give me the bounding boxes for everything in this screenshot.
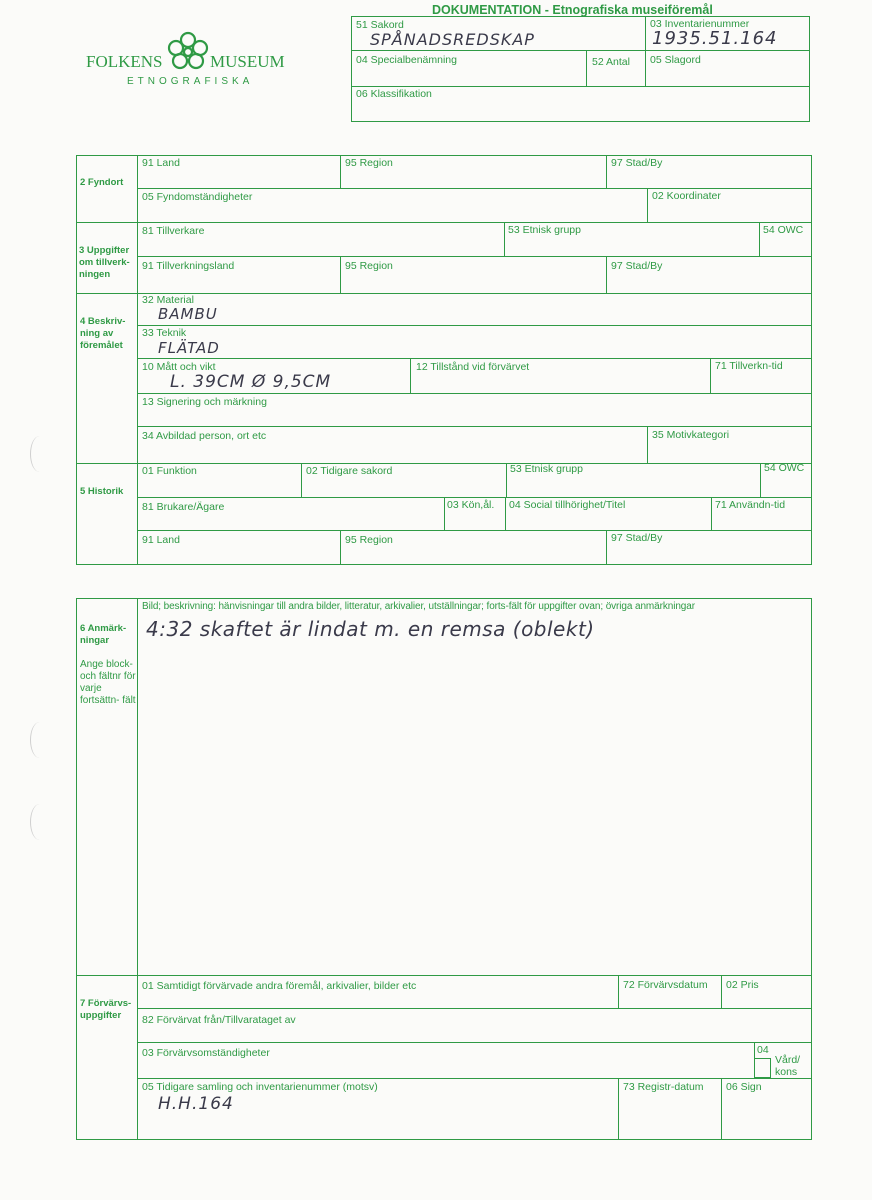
antal-label: 52 Antal [592,56,630,68]
fyndomstandigheter-label: 05 Fyndomständigheter [142,191,253,203]
matt-label: 10 Mått och vikt [142,361,216,373]
fyndort-stad: 97 Stad/By [611,157,663,169]
avbildad-label: 34 Avbildad person, ort etc [142,430,267,442]
vard-number: 04 [757,1044,769,1056]
section-beskrivning: 4 Beskriv- ning av föremålet [80,316,126,351]
matt-value: L. 39CM Ø 9,5CM [170,372,332,392]
fyndort-region: 95 Region [345,157,393,169]
pris-label: 02 Pris [726,979,759,991]
inventarienummer-value: 1935.51.164 [652,28,778,49]
vard-label: Vård/ kons [775,1054,801,1078]
kon-alder-label: 03 Kön,ål. [447,499,495,511]
tidigare-samling-label: 05 Tidigare samling och inventarienummer (motsv) [142,1081,378,1093]
historik-region: 95 Region [345,534,393,546]
section-fyndort: 2 Fyndort [80,177,124,188]
social-label: 04 Social tillhörighet/Titel [509,499,626,511]
anmarkningar-header: Bild; beskrivning: hänvisningar till andra bilder, litteratur, arkivalier, utställningar; forts-fält för uppgifter ovan; övriga anmärkningar [142,601,695,612]
inventarienummer-label: 03 Inventarienummer [650,18,750,30]
vard-checkbox[interactable] [754,1058,771,1078]
signering-label: 13 Signering och märkning [142,396,267,408]
punch-hole [30,804,49,840]
historik-land: 91 Land [142,534,180,546]
brukare-label: 81 Brukare/Ägare [142,501,225,513]
tillverkning-stad: 97 Stad/By [611,260,663,272]
teknik-value: FLÄTAD [158,339,220,357]
anmarkningar-note: 4:32 skaftet är lindat m. en remsa (oblekt) [146,617,595,641]
logo-left-text: FOLKENS [86,52,163,71]
section-historik: 5 Historik [80,486,124,497]
sakord-value: SPÅNADSREDSKAP [370,30,535,49]
omstandigheter-label: 03 Förvärvsomständigheter [142,1047,270,1059]
punch-hole [30,436,49,472]
clover-knot-icon [165,30,211,74]
koordinater-label: 02 Koordinater [652,190,721,202]
tillstand-label: 12 Tillstånd vid förvärvet [416,361,530,373]
form-title: DOKUMENTATION - Etnografiska museiföremål [432,3,713,17]
tillverkning-etnisk-grupp: 53 Etnisk grupp [508,224,581,236]
specialbenamning-label: 04 Specialbenämning [356,54,457,66]
samtidigt-label: 01 Samtidigt förvärvade andra föremål, arkivalier, bilder etc [142,980,417,992]
section-forvarv: 7 Förvärvs- uppgifter [80,998,132,1021]
section-anmarkningar: 6 Anmärk- ningar [80,623,127,646]
tillverkningsland-label: 91 Tillverkningsland [142,260,235,272]
tillverkning-owc: 54 OWC [763,224,804,236]
historik-owc: 54 OWC [764,462,805,474]
section-tillverkning: 3 Uppgifter om tillverk- ningen [79,245,130,280]
material-label: 32 Material [142,294,194,306]
fyndort-land: 91 Land [142,157,180,169]
forvarvat-fran-label: 82 Förvärvat från/Tillvarataget av [142,1014,296,1026]
punch-hole [30,722,49,758]
forvarvsdatum-label: 72 Förvärvsdatum [623,979,708,991]
registr-datum-label: 73 Registr-datum [623,1081,704,1093]
historik-etnisk-grupp: 53 Etnisk grupp [510,463,583,475]
tidigare-sakord-label: 02 Tidigare sakord [306,465,393,477]
motivkategori-label: 35 Motivkategori [652,429,730,441]
teknik-label: 33 Teknik [142,327,187,339]
sakord-label: 51 Sakord [356,19,404,31]
tillverkning-region: 95 Region [345,260,393,272]
material-value: BAMBU [158,305,218,323]
tidigare-samling-value: H.H.164 [158,1094,234,1114]
klassifikation-label: 06 Klassifikation [356,88,432,100]
funktion-label: 01 Funktion [142,465,197,477]
anmarkningar-hint: Ange block- och fältnr för varje fortsättn- fält [80,659,136,706]
tillverkn-tid-label: 71 Tillverkn-tid [715,360,783,372]
logo-right-text: MUSEUM [210,52,285,71]
anvandn-tid-label: 71 Användn-tid [715,499,786,511]
historik-stad: 97 Stad/By [611,532,663,544]
logo-subtitle: ETNOGRAFISKA [127,76,254,87]
slagord-label: 05 Slagord [650,54,701,66]
sign-label: 06 Sign [726,1081,762,1093]
tillverkare-label: 81 Tillverkare [142,225,205,237]
